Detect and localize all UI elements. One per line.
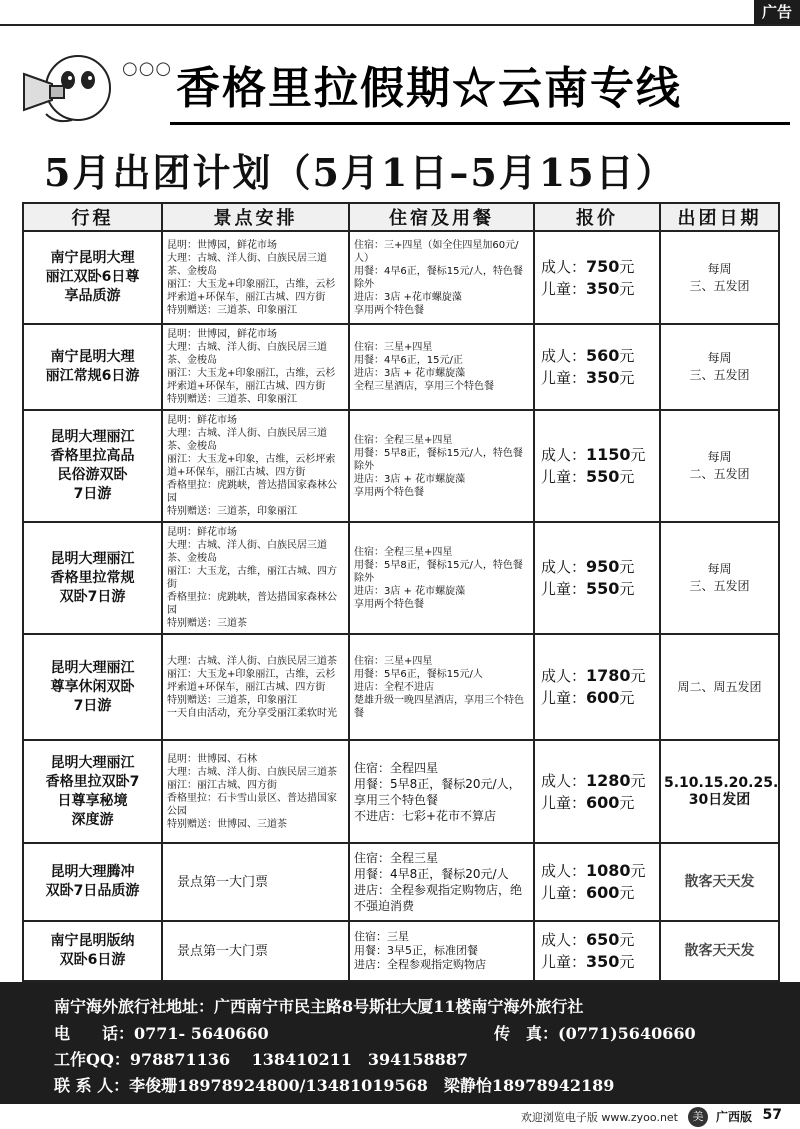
price-unit: 元 [630, 667, 646, 685]
lodging-line: 住宿：全程三星+四星 [354, 546, 453, 558]
sights-line: 特别赠送：三道茶，印象丽江 [167, 506, 297, 517]
sights-line: 大理：古城、洋人街、白族民居三道茶、金梭岛 [167, 540, 327, 564]
lodging-line: 进店：全程参观指定购物店，绝不强迫消费 [354, 883, 523, 913]
adult-price [541, 665, 653, 687]
sights-line: 昆明：鲜花市场 [167, 415, 237, 426]
dates-cell [660, 522, 779, 634]
adult-label: 成人： [541, 667, 587, 685]
route-line: 香格里拉常规 [50, 569, 135, 586]
price-unit: 元 [619, 369, 635, 387]
col-header-dates: 出团日期 [660, 203, 779, 231]
work-qq: 工作QQ：978871136 138410211 394158887 [54, 1050, 469, 1069]
contact-persons: 联 系 人：李俊珊18978924800/13481019568 梁静怡18978942189 [54, 1076, 615, 1095]
route-cell [23, 843, 162, 921]
price-unit: 元 [619, 279, 635, 298]
fax-number: 传 真：(0771)5640660 [494, 1024, 696, 1043]
dates-cell [660, 740, 779, 843]
adult-price [541, 860, 653, 882]
sights-line: 昆明：鲜花市场 [167, 527, 237, 538]
sights-cell [162, 231, 349, 324]
adult-price [541, 345, 653, 367]
sights-line: 景点第一大门票 [177, 943, 269, 959]
lodging-cell [349, 324, 534, 410]
adult-label: 成人： [541, 558, 587, 576]
lodging-line: 用餐：3早5正，标准团餐 [354, 944, 478, 957]
agency-address: 南宁海外旅行社地址：广西南宁市民主路8号斯壮大厦11楼南宁海外旅行社 [54, 997, 584, 1016]
main-title: 香格里拉假期☆云南专线 [176, 63, 682, 114]
speech-bubbles: ○○○ [122, 58, 173, 79]
sights-line: 大理：古城、洋人街、白族民居三道茶、金梭岛 [167, 428, 327, 452]
sights-line: 大理：古城、洋人街、白族民居三道茶、金梭岛 [167, 342, 327, 366]
edition-label: 广西版 [715, 1110, 752, 1124]
dates-line: 周二、周五发团 [677, 679, 762, 694]
adult-label: 成人： [541, 862, 587, 880]
route-line: 7日游 [73, 697, 112, 714]
page-number: 57 [762, 1107, 782, 1123]
lodging-line: 住宿：三+四星（如全住四星加60元/人） [354, 239, 519, 264]
lodging-line: 住宿：全程三星+四星 [354, 434, 453, 446]
price-unit: 元 [619, 689, 635, 707]
route-line: 昆明大理丽江 [50, 659, 135, 676]
sights-line: 特别赠送：三道茶、印象丽江 [167, 394, 297, 405]
table-row [23, 740, 779, 843]
phone-number: 电 话：0771- 5640660 [54, 1024, 269, 1043]
title-underline [170, 122, 790, 125]
sights-line: 大理：古城、洋人街、白族民居三道茶 [167, 766, 337, 778]
col-header-sights: 景点安排 [162, 203, 349, 231]
adult-label: 成人： [541, 446, 587, 464]
route-line: 双卧7日品质游 [45, 883, 140, 899]
sights-cell [162, 634, 349, 740]
sights-line: 香格里拉：虎跳峡，普达措国家森林公园 [167, 592, 337, 616]
top-divider [0, 24, 800, 26]
adult-price-value: 750 [586, 256, 620, 276]
child-price-value: 550 [586, 579, 620, 598]
child-price [541, 278, 653, 300]
lodging-line: 进店：3店 + 花市螺旋藻 [354, 473, 466, 485]
route-cell [23, 522, 162, 634]
adult-price-value: 560 [586, 346, 620, 365]
sights-line: 特别赠送：三道茶，印象丽江 [167, 694, 297, 706]
route-line: 民俗游双卧 [57, 467, 128, 483]
route-line: 昆明大理丽江 [50, 754, 135, 771]
route-line: 昆明大理腾冲 [50, 864, 135, 880]
lodging-cell [349, 843, 534, 921]
col-header-price: 报价 [534, 203, 660, 231]
lodging-line: 楚雄升级一晚四星酒店，享用三个特色餐 [354, 694, 524, 719]
lodging-line: 用餐：5早6正，餐标15元/人 [354, 668, 483, 680]
price-cell [534, 410, 660, 522]
price-unit: 元 [619, 884, 635, 902]
table-header-row [23, 203, 779, 231]
dates-line: 散客天天发 [684, 942, 755, 959]
child-price [541, 792, 653, 814]
plan-title: 5月出团计划（5月1日–5月15日） [44, 150, 676, 195]
lodging-line: 不进店：七彩+花市不算店 [354, 808, 497, 823]
sights-line: 大理：古城、洋人街、白族民居三道茶、金梭岛 [167, 252, 327, 277]
dates-line: 30日发团 [688, 791, 751, 808]
lodging-line: 进店：全程参观指定购物店 [354, 958, 486, 971]
lodging-line: 享用两个特色餐 [354, 486, 424, 498]
schedule-table [22, 202, 780, 982]
dates-cell [660, 843, 779, 921]
page-bottom-bar [0, 1104, 800, 1129]
contact-footer [0, 982, 800, 1104]
dates-line: 每周 [707, 562, 732, 576]
dates-line: 每周 [707, 261, 732, 276]
adult-price-value: 1150 [586, 445, 631, 464]
adult-price-value: 650 [586, 930, 620, 949]
lodging-cell [349, 522, 534, 634]
sights-cell [162, 522, 349, 634]
route-cell [23, 410, 162, 522]
route-line: 南宁昆明版纳 [50, 933, 135, 949]
dates-line: 二、五发团 [689, 467, 750, 481]
lodging-line: 住宿：三星+四星 [354, 655, 433, 667]
sights-line: 香格里拉：石卡雪山景区、普达措国家公园 [167, 792, 337, 817]
sights-line: 昆明：世博园、石林 [167, 753, 257, 765]
website-notice: 欢迎浏览电子版 www.zyoo.net [520, 1111, 678, 1124]
lodging-line: 住宿：全程三星 [354, 851, 439, 865]
lodging-line: 用餐：4早6正，餐标15元/人，特色餐除外 [354, 265, 523, 290]
adult-label: 成人： [541, 257, 587, 276]
route-line: 南宁昆明大理 [50, 349, 135, 365]
sights-line: 大理：古城、洋人街、白族民居三道茶 [167, 655, 337, 667]
table-row [23, 410, 779, 522]
child-label: 儿童： [541, 580, 587, 598]
sights-cell [162, 410, 349, 522]
lodging-line: 进店：3店 + 花市螺旋藻 [354, 368, 466, 379]
lodging-line: 享用两个特色餐 [354, 304, 424, 316]
route-cell [23, 921, 162, 981]
child-price-value: 350 [586, 952, 620, 971]
price-unit: 元 [619, 347, 635, 365]
route-line: 深度游 [71, 811, 114, 828]
dates-cell [660, 231, 779, 324]
dates-cell [660, 324, 779, 410]
lodging-line: 用餐：5早8正，餐标20元/人，享用三个特色餐 [354, 776, 521, 807]
sights-line: 一天自由活动，充分享受丽江柔软时光 [167, 707, 337, 719]
table-row [23, 843, 779, 921]
route-line: 南宁昆明大理 [50, 250, 135, 266]
sights-line: 丽江：大玉龙+印象丽江，古维，云杉坪索道+环保车，丽江古城、四方街 [167, 368, 336, 392]
lodging-line: 进店：3店 +花市螺旋藻 [354, 291, 462, 303]
header [0, 40, 800, 130]
route-cell [23, 324, 162, 410]
price-unit: 元 [619, 580, 635, 598]
dates-line: 散客天天发 [684, 873, 755, 890]
adult-price [541, 770, 653, 792]
sights-line: 丽江：大玉龙+印象丽江，古维，云杉坪索道+环保车，丽江古城、四方街 [167, 278, 336, 303]
child-price-value: 600 [586, 688, 620, 707]
route-line: 双卧6日游 [59, 952, 126, 968]
lodging-cell [349, 231, 534, 324]
route-line: 昆明大理丽江 [50, 550, 135, 567]
child-label: 儿童： [541, 279, 587, 298]
lodging-line: 用餐：5早8正，餐标15元/人，特色餐除外 [354, 447, 523, 472]
price-cell [534, 740, 660, 843]
sights-line: 景点第一大门票 [177, 874, 269, 890]
ad-tag: 广告 [754, 0, 800, 24]
child-price-value: 350 [586, 368, 620, 387]
table-row [23, 231, 779, 324]
sights-line: 特别赠送：三道茶、印象丽江 [167, 304, 297, 316]
price-unit: 元 [630, 771, 646, 790]
child-label: 儿童： [541, 884, 587, 902]
child-price-value: 550 [586, 467, 620, 486]
lodging-cell [349, 634, 534, 740]
sights-line: 丽江：丽江古城、四方街 [167, 779, 277, 791]
dates-cell [660, 921, 779, 981]
adult-price [541, 256, 653, 278]
price-unit: 元 [619, 257, 635, 276]
price-unit: 元 [619, 468, 635, 486]
child-price-value: 600 [586, 883, 620, 902]
adult-price [541, 929, 653, 951]
table-row [23, 522, 779, 634]
lodging-cell [349, 921, 534, 981]
dates-line: 每周 [707, 351, 732, 365]
lodging-line: 全程三星酒店，享用三个特色餐 [354, 381, 494, 392]
adult-price [541, 556, 653, 578]
dates-cell [660, 410, 779, 522]
adult-label: 成人： [541, 347, 587, 365]
table-row [23, 921, 779, 981]
publication-logo-icon: 美 [688, 1107, 708, 1127]
price-unit: 元 [630, 446, 646, 464]
route-line: 双卧7日游 [59, 588, 126, 605]
dates-line: 三、五发团 [689, 579, 750, 593]
sights-line: 昆明：世博园，鲜花市场 [167, 239, 277, 251]
table-row [23, 324, 779, 410]
child-label: 儿童： [541, 793, 587, 812]
table-row [23, 634, 779, 740]
adult-label: 成人： [541, 931, 587, 949]
sights-cell [162, 740, 349, 843]
price-cell [534, 843, 660, 921]
sights-line: 特别赠送：三道茶 [167, 618, 247, 629]
lodging-line: 用餐：4早6正，15元/正 [354, 355, 463, 366]
adult-price-value: 1080 [586, 861, 631, 880]
lodging-line: 进店：3店 + 花市螺旋藻 [354, 585, 466, 597]
lodging-line: 住宿：全程四星 [354, 760, 439, 775]
price-cell [534, 921, 660, 981]
route-line: 享品质游 [64, 288, 121, 304]
dates-line: 三、五发团 [689, 368, 750, 382]
child-price [541, 882, 653, 904]
child-label: 儿童： [541, 468, 587, 486]
child-price [541, 951, 653, 973]
child-price [541, 687, 653, 709]
price-unit: 元 [630, 862, 646, 880]
lodging-cell [349, 740, 534, 843]
dates-line: 三、五发团 [689, 278, 750, 293]
sights-line: 丽江：大玉龙+印象丽江，古维，云杉坪索道+环保车，丽江古城、四方街 [167, 668, 336, 693]
child-price-value: 350 [586, 278, 620, 298]
child-price-value: 600 [586, 792, 620, 812]
lodging-line: 用餐：4早8正，餐标20元/人 [354, 867, 509, 881]
megaphone-mascot-icon [16, 48, 126, 126]
price-unit: 元 [619, 558, 635, 576]
sights-line: 特别赠送：世博园、三道茶 [167, 818, 287, 830]
sights-line: 丽江：大玉龙+印象，古维，云杉坪索道+环保车，丽江古城、四方街 [167, 454, 336, 478]
sights-cell [162, 324, 349, 410]
lodging-line: 住宿：三星+四星 [354, 342, 433, 353]
dates-line: 每周 [707, 450, 732, 464]
sights-line: 昆明：世博园，鲜花市场 [167, 329, 277, 340]
route-line: 香格里拉高品 [50, 448, 135, 464]
sights-cell [162, 843, 349, 921]
price-cell [534, 634, 660, 740]
price-unit: 元 [619, 953, 635, 971]
sights-cell [162, 921, 349, 981]
route-line: 丽江双卧6日尊 [45, 269, 140, 285]
price-unit: 元 [619, 931, 635, 949]
price-cell [534, 522, 660, 634]
route-line: 丽江常规6日游 [45, 368, 140, 384]
adult-label: 成人： [541, 771, 587, 790]
adult-price-value: 1280 [586, 770, 631, 790]
lodging-cell [349, 410, 534, 522]
route-line: 尊享休闲双卧 [50, 678, 135, 695]
dates-line: 5.10.15.20.25. [664, 774, 779, 791]
adult-price [541, 444, 653, 466]
route-line: 7日游 [73, 486, 112, 502]
route-cell [23, 634, 162, 740]
lodging-line: 住宿：三星 [354, 930, 409, 943]
col-header-lodging: 住宿及用餐 [349, 203, 534, 231]
adult-price-value: 950 [586, 557, 620, 576]
col-header-route: 行程 [23, 203, 162, 231]
sights-line: 丽江：大玉龙，古维，丽江古城、四方街 [167, 566, 337, 590]
dates-cell [660, 634, 779, 740]
lodging-line: 享用两个特色餐 [354, 598, 424, 610]
child-price [541, 367, 653, 389]
lodging-line: 用餐：5早8正，餐标15元/人，特色餐除外 [354, 559, 523, 584]
price-cell [534, 231, 660, 324]
adult-price-value: 1780 [586, 666, 631, 685]
lodging-line: 进店：全程不进店 [354, 681, 434, 693]
route-cell [23, 231, 162, 324]
child-price [541, 578, 653, 600]
route-line: 香格里拉双卧7 [45, 773, 140, 790]
sights-line: 香格里拉：虎跳峡，普达措国家森林公园 [167, 480, 337, 504]
route-cell [23, 740, 162, 843]
child-label: 儿童： [541, 689, 587, 707]
price-cell [534, 324, 660, 410]
route-line: 日尊享秘境 [57, 792, 128, 809]
child-label: 儿童： [541, 953, 587, 971]
route-line: 昆明大理丽江 [50, 429, 135, 445]
child-price [541, 466, 653, 488]
price-unit: 元 [619, 793, 635, 812]
child-label: 儿童： [541, 369, 587, 387]
